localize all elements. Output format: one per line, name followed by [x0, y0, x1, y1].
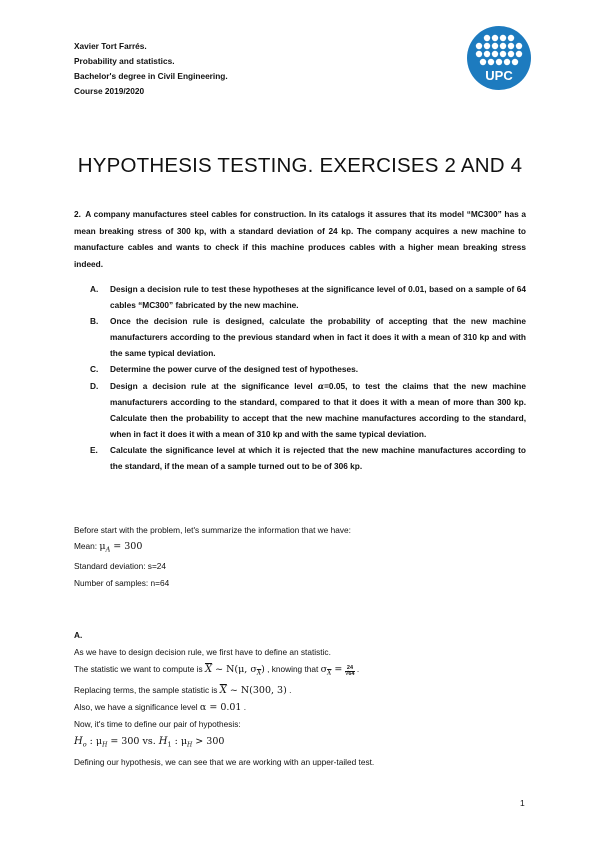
section-a-line3 [74, 682, 534, 699]
upc-logo-icon [466, 25, 532, 91]
item-text-pre: Design a decision rule at the significance level [110, 380, 318, 391]
h1-value: > 300 [192, 736, 225, 748]
sample-statistic-symbol: $\overline{X}$ [219, 684, 227, 696]
list-item [90, 442, 526, 474]
sample-distribution: ~ N(300, 3) [226, 684, 287, 696]
fraction-denominator: √64 [345, 671, 355, 678]
h1-relation: : μ [171, 736, 188, 748]
item-text: Determine the power curve of the designed test of hypotheses. [110, 364, 359, 375]
item-text: Design a decision rule to test these hypotheses at the significance level of 0.01, based on a sample of 64 cables “MC300” fabricated by the new machine. [110, 284, 526, 311]
distribution-sub: X [256, 669, 262, 677]
exercise-number: 2. [74, 209, 81, 219]
mean-value: = 300 [110, 541, 143, 553]
mean-subscript: A [105, 546, 111, 555]
h0-symbol: H [74, 736, 83, 748]
item-text: Calculate the significance level at which it is rejected that the new machine manufactures according to the standard, if the mean of a sample turned out to be of 306 kp. [110, 444, 526, 472]
section-a [74, 627, 534, 771]
item-text: Once the decision rule is designed, calculate the probability of accepting that the new machine manufacturers according to the previous standard when in fact it does it with a mean of 310 kp and with the same typical deviation. [110, 316, 526, 359]
exercise-statement [74, 206, 526, 272]
statistic-symbol: $\overline{X}$ [204, 664, 213, 676]
summary-intro: Before start with the problem, let's summarize the information that we have: [74, 525, 351, 535]
distribution: ~ N(μ, σ [212, 664, 257, 676]
line4-end: . [241, 702, 247, 713]
list-item [90, 361, 526, 377]
item-label: E. [90, 444, 98, 455]
line2-mid: , knowing that [264, 664, 321, 675]
list-item [90, 378, 526, 442]
list-item [90, 313, 526, 361]
mean-label: Mean: [74, 541, 100, 552]
item-label: B. [90, 316, 99, 327]
h0-value: = 300 vs. [107, 736, 159, 748]
equals: = [331, 664, 346, 676]
course: Course 2019/2020 [74, 86, 145, 96]
h1-sub: 1 [167, 740, 172, 749]
line4-pre: Also, we have a significance level [74, 702, 200, 713]
section-a-line2 [74, 661, 534, 682]
item-label: C. [90, 364, 99, 375]
sigma-symbol: σ [320, 664, 328, 676]
summary-sd: Standard deviation: s=24 [74, 561, 167, 572]
list-item [90, 281, 526, 313]
degree: Bachelor's degree in Civil Engineering. [74, 71, 228, 81]
h1-symbol: H [158, 736, 168, 748]
h0-sub: o [82, 740, 87, 749]
upc-logo-text: UPC [485, 68, 513, 83]
line3-end: . [286, 684, 292, 695]
section-a-line5: Now, it's time to define our pair of hypothesis: [74, 719, 241, 730]
section-a-line7: Defining our hypothesis, we can see that we are working with an upper-tailed test. [74, 756, 375, 767]
fraction [345, 666, 354, 677]
hypotheses [74, 733, 534, 754]
item-label: A. [90, 284, 99, 294]
summary-samples: Number of samples: n=64 [74, 577, 170, 588]
line2-end: . [354, 664, 360, 675]
alpha-symbol: α [317, 380, 325, 391]
document-header [74, 39, 228, 99]
mean-symbol: μ [99, 541, 106, 553]
h0-relation: : μ [86, 736, 103, 748]
line2-pre: The statistic we want to compute is [74, 664, 205, 675]
sigma-sub: X [327, 669, 332, 677]
summary-mean [74, 538, 351, 558]
page-title: HYPOTHESIS TESTING. EXERCISES 2 AND 4 [77, 154, 523, 177]
item-label: D. [90, 380, 99, 391]
section-a-line4 [74, 699, 534, 716]
section-a-heading: A. [74, 630, 83, 640]
alpha-value: α = 0.01 [199, 702, 242, 714]
h1-relation-sub: H [187, 741, 193, 749]
exercise-items [90, 281, 526, 474]
h0-relation-sub: H [102, 741, 108, 749]
author: Xavier Tort Farrés. [74, 41, 147, 51]
distribution-end: ) [261, 664, 265, 676]
item-text [110, 378, 526, 442]
subject: Probability and statistics. [74, 56, 175, 66]
section-a-line1: As we have to design decision rule, we first have to define an statistic. [74, 647, 331, 658]
page-number: 1 [520, 798, 525, 808]
exercise-text: A company manufactures steel cables for construction. In its catalogs it assures that its model “MC300” has a mean breaking stress of 300 kp, with a standard deviation of 24 kp. The company acquires a new machine to manufacture cables and wants to check if this machine produces cables with a higher mean breaking stress indeed. [74, 209, 526, 269]
upc-logo [466, 25, 532, 91]
item-text-post: =0.05, to test the claims that the new machine manufacturers according to the standard, compared to that it does it with a mean of more than 300 kp. Calculate then the probability to accept that the new machine manufactures according to the standard, when in fact it does it with a mean of 310 kp and with the same typical deviation. [110, 380, 526, 439]
summary-section [74, 522, 351, 591]
fraction-numerator: 24 [346, 665, 354, 672]
line3-pre: Replacing terms, the sample statistic is [74, 684, 220, 695]
